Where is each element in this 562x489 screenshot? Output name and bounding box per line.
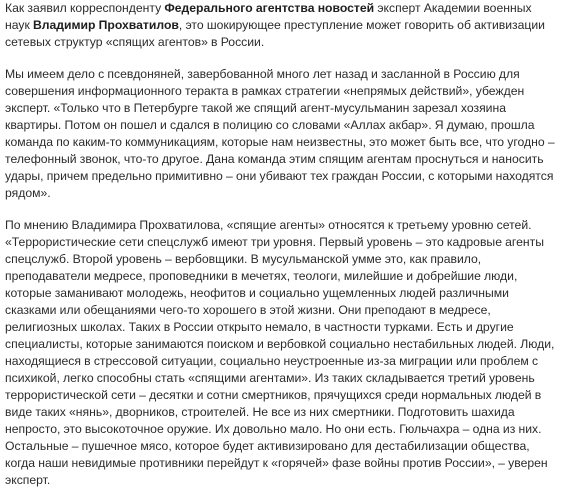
intro-text-2: эксперт Академии военных наук bbox=[5, 1, 532, 32]
agency-name-link[interactable]: Федерального агентства новостей bbox=[164, 1, 375, 15]
expert-name: Владимир Прохватилов bbox=[32, 18, 179, 32]
intro-text-1: Как заявил корреспонденту bbox=[5, 1, 165, 15]
paragraph-intro bbox=[5, 0, 556, 51]
paragraph-quote: Мы имеем дело с псевдоняней, завербованной много лет назад и засланной в Россию для совершения информационного теракта в рамках стратегии «непрямых действий», убежден эксперт. «Только что в Петербурге такой же спящий агент-мусульманин зарезал хозяина квартиры. Потом он пошел и сдался в полицию со словами «Аллах акбар». Я думаю, прошла команда по каким-то коммуникациям, которые нам неизвестны, это может быть все, что угодно – телефонный звонок, что-то другое. Дана команда этим спящим агентам проснуться и наносить удары, причем предельно примитивно – они убивают тех граждан России, с которыми находятся рядом». bbox=[5, 67, 555, 200]
intro-text-3: , это шокирующее преступление может говорить об активизации сетевых структур «спящих агентов» в России. bbox=[5, 18, 545, 49]
paragraph-analysis: По мнению Владимира Прохватилова, «спящие агенты» относятся к третьему уровню сетей. «Террористические сети спецслужб имеют три уровня. Первый уровень – это кадровые агенты спецслужб. Второй уровень – вербовщики. В мусульманской умме это, как правило, преподаватели медресе, проповедники в мечетях, теологи, милейшие и добрейшие люди, которые заманивают молодежь, неофитов и социально ущемленных людей различными сказками или обещаниями чего-то хорошего в этой жизни. Они преподают в медресе, религиозных школах. Таких в России открыто немало, в частности турками. Есть и другие специалисты, которые занимаются поиском и вербовкой социально нестабильных людей. Люди, находящиеся в стрессовой ситуации, социально неустроенные из-за миграции или проблем с психикой, легко способны стать «спящими агентами». Из таких складывается третий уровень террористической сети – десятки и сотни смертников, прячущихся среди нормальных людей в виде таких «нянь», дворников, строителей. Не все из них смертники. Подготовить шахида непросто, это высокоточное оружие. Их довольно мало. Но они есть. Гюльчахра – одна из них. Остальные – пушечное мясо, которое будет активизировано для дестабилизации общества, когда наши невидимые противники перейдут к «горячей» фазе войны против России», – уверен эксперт. bbox=[5, 218, 555, 487]
